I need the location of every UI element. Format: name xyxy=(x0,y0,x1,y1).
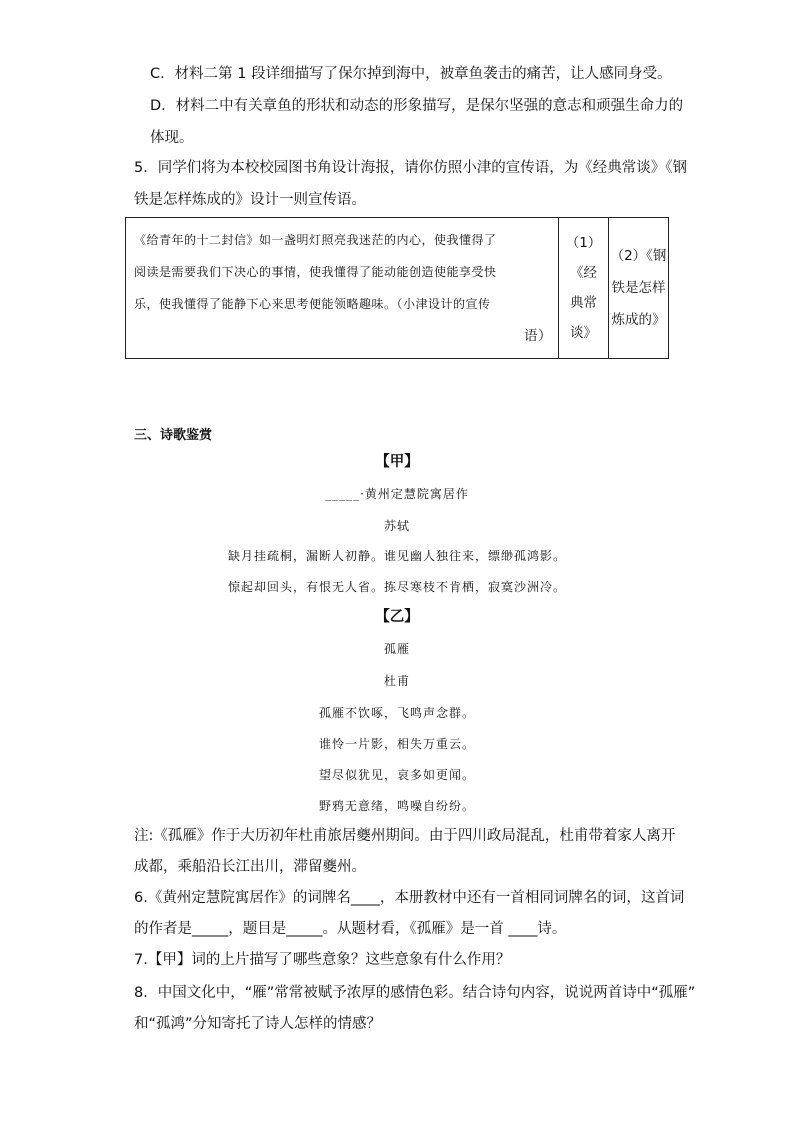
question-6-line2: 的作者是_____，题目是_____。从题材看，《孤雁》是一首 ____诗。 xyxy=(134,921,567,937)
slogan-table xyxy=(125,217,669,359)
poem-b-line: 望尽似犹见，哀多如更闻。 xyxy=(318,768,475,782)
poem-a-label: 【甲】 xyxy=(375,454,419,470)
poem-a-line: 惊起却回头，有恨无人省。拣尽寒枝不肯栖，寂寞沙洲冷。 xyxy=(227,580,566,594)
option-d-line2: 体现。 xyxy=(150,130,194,146)
answer-cell-steel[interactable] xyxy=(609,218,669,359)
question-5-line2: 铁是怎样炼成的》设计一则宣传语。 xyxy=(134,192,366,208)
answer-cell-text: 谈》 xyxy=(570,325,597,341)
answer-cell-text: 典常 xyxy=(570,295,597,311)
poem-a-author: 苏轼 xyxy=(383,519,410,533)
poem-b-line: 野鸦无意绪，鸣噪自纷纷。 xyxy=(318,799,475,813)
poem-b-author: 杜甫 xyxy=(383,674,410,688)
question-8-line1: 8．中国文化中，“雁”常常被赋予浓厚的感情色彩。结合诗句内容，说说两首诗中“孤雁” xyxy=(134,985,696,1001)
sample-slogan-line: 阅读是需要我们下决心的事情，使我懂得了能动能创造使能享受快 xyxy=(134,265,497,279)
option-c: C．材料二第 1 段详细描写了保尔掉到海中，被章鱼袭击的痛苦，让人感同身受。 xyxy=(150,66,672,82)
option-d-line1: D．材料二中有关章鱼的形状和动态的形象描写，是保尔坚强的意志和顽强生命力的 xyxy=(150,98,684,114)
answer-cell-text: （1） xyxy=(565,235,602,251)
poem-b-line: 孤雁不饮啄，飞鸣声念群。 xyxy=(318,706,475,720)
sample-slogan-line: 语） xyxy=(524,328,552,344)
sample-slogan-line: 《给青年的十二封信》如一盏明灯照亮我迷茫的内心，使我懂得了 xyxy=(134,233,497,247)
answer-cell-classics[interactable] xyxy=(559,218,609,359)
section-heading: 三、诗歌鉴赏 xyxy=(134,428,213,443)
question-6-line1: 6.《黄州定慧院寓居作》的词牌名____，本册教材中还有一首相同词牌名的词，这首词 xyxy=(134,890,685,906)
sample-slogan-cell xyxy=(126,218,559,359)
poem-a-line: 缺月挂疏桐，漏断人初静。谁见幽人独往来，缥缈孤鸿影。 xyxy=(227,549,566,563)
answer-cell-text: 炼成的》 xyxy=(611,312,666,328)
poem-b-title: 孤雁 xyxy=(383,642,410,656)
poem-a-title: _____·黄州定慧院寓居作 xyxy=(325,487,469,501)
question-8-line2: 和“孤鸿”分知寄托了诗人怎样的情感？ xyxy=(134,1016,382,1032)
note-line2: 成都，乘船沿长江出川，滞留夔州。 xyxy=(134,859,366,875)
answer-cell-text: （2）《钢 xyxy=(610,248,667,264)
answer-cell-text: 《经 xyxy=(570,265,597,281)
poem-b-label: 【乙】 xyxy=(375,609,419,625)
poem-b-line: 谁怜一片影，相失万重云。 xyxy=(318,737,475,751)
note-line1: 注:《孤雁》作于大历初年杜甫旅居夔州期间。由于四川政局混乱，杜甫带着家人离开 xyxy=(134,828,676,844)
answer-cell-text: 铁是怎样 xyxy=(611,280,666,296)
question-5-line1: 5．同学们将为本校校园图书角设计海报，请你仿照小津的宣传语，为《经典常谈》《钢 xyxy=(134,160,687,176)
question-7: 7.【甲】词的上片描写了哪些意象？这些意象有什么作用？ xyxy=(134,952,511,968)
sample-slogan-line: 乐，使我懂得了能静下心来思考便能领略趣味。（小津设计的宣传 xyxy=(134,297,491,311)
